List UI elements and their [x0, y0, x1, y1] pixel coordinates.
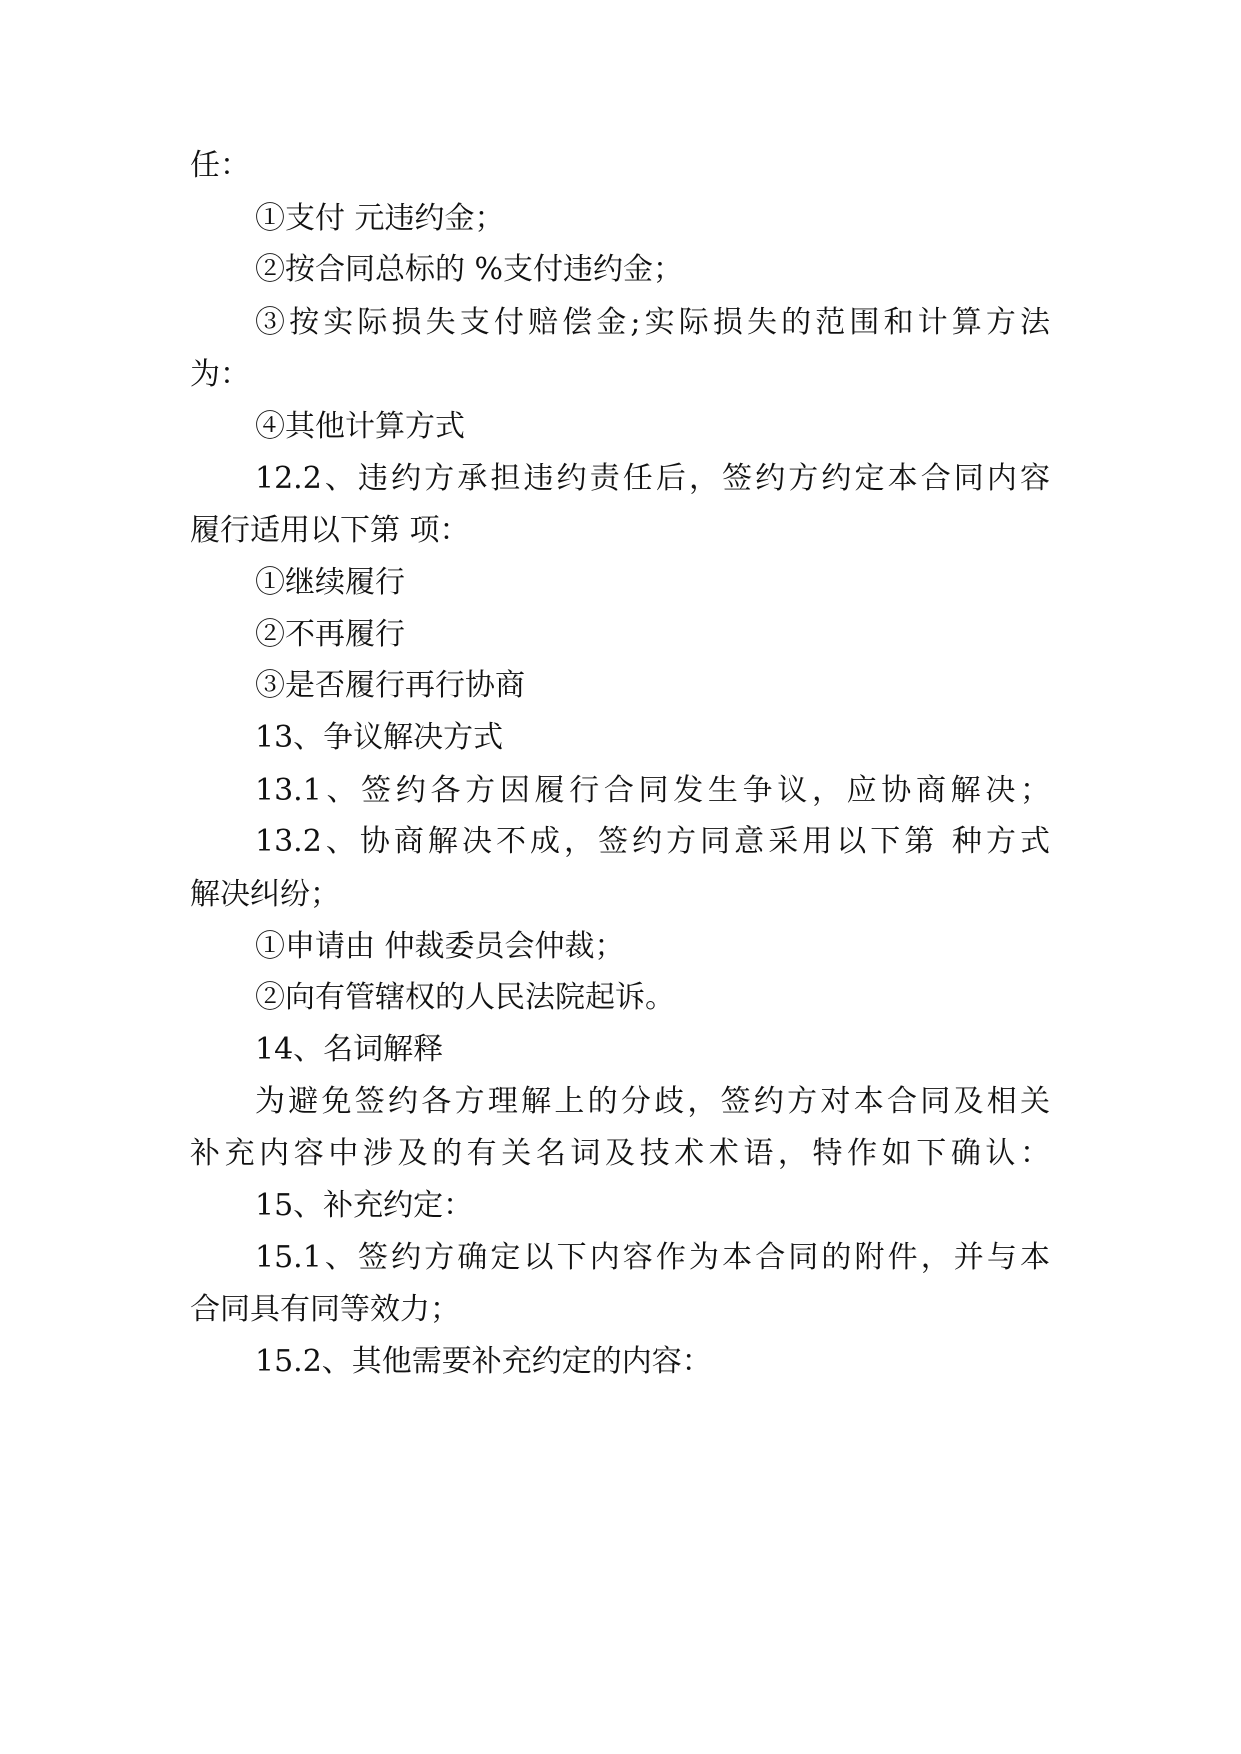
text-line: ④其他计算方式	[255, 409, 465, 444]
text-line: 14、名词解释	[255, 1032, 444, 1067]
text-line: 合同具有同等效力；	[190, 1292, 460, 1327]
text-line: 13、争议解决方式	[255, 720, 504, 755]
text-line: 12.2、违约方承担违约责任后，签约方约定本合同内容	[255, 461, 1050, 496]
text-line: 补充内容中涉及的有关名词及技术术语，特作如下确认：	[190, 1136, 1050, 1171]
text-line: ①申请由 仲裁委员会仲裁；	[255, 929, 625, 964]
text-line: 履行适用以下第 项：	[190, 513, 470, 548]
text-line: 15、补充约定：	[255, 1188, 474, 1223]
text-line: ①支付 元违约金；	[255, 201, 505, 236]
text-line: 任：	[190, 148, 250, 183]
text-line: ②向有管辖权的人民法院起诉。	[255, 980, 675, 1015]
text-line: 解决纠纷；	[190, 877, 340, 912]
text-line: 13.1、签约各方因履行合同发生争议，应协商解决；	[255, 773, 1050, 808]
text-line: ②不再履行	[255, 617, 405, 652]
text-line: 15.1、签约方确定以下内容作为本合同的附件，并与本	[255, 1240, 1050, 1275]
text-line: ③按实际损失支付赔偿金;实际损失的范围和计算方法	[255, 305, 1050, 340]
text-line: ②按合同总标的 %支付违约金；	[255, 252, 684, 287]
text-line: ①继续履行	[255, 565, 405, 600]
text-line: 15.2、其他需要补充约定的内容：	[255, 1344, 712, 1379]
text-line: 13.2、协商解决不成，签约方同意采用以下第 种方式	[255, 824, 1050, 859]
text-line: ③是否履行再行协商	[255, 668, 525, 703]
text-line: 为：	[190, 357, 250, 392]
text-line: 为避免签约各方理解上的分歧，签约方对本合同及相关	[255, 1084, 1050, 1119]
